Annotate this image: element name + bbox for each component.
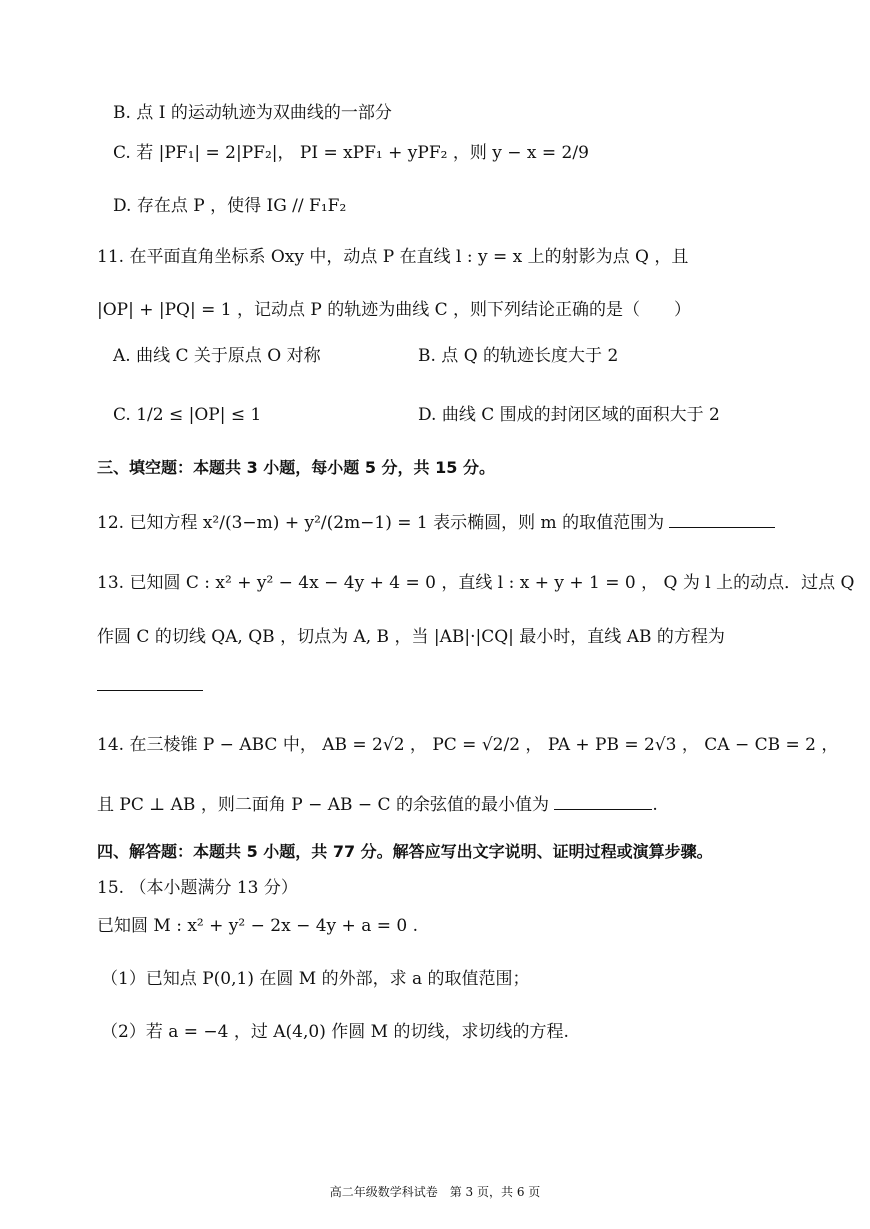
q13-answer-blank[interactable] xyxy=(97,672,203,691)
option-c-prev: C. 若 |PF₁| = 2|PF₂|， PI = xPF₁ + yPF₂ ，则 y − x = 2/9 xyxy=(113,143,589,163)
option-d-prev: D. 存在点 P ，使得 IG // F₁F₂ xyxy=(113,196,347,216)
q15-header: 15. （本小题满分 13 分） xyxy=(97,878,298,898)
q13-line2: 作圆 C 的切线 QA, QB ，切点为 A, B ，当 |AB|·|CQ| 最小时，直线 AB 的方程为 xyxy=(97,627,725,647)
q14-line2 xyxy=(97,791,658,815)
q11-line2: |OP| + |PQ| = 1 ，记动点 P 的轨迹为曲线 C ，则下列结论正确的是（ ） xyxy=(97,300,692,320)
q11-line1: 11. 在平面直角坐标系 Oxy 中，动点 P 在直线 l : y = x 上的射影为点 Q ，且 xyxy=(97,247,689,267)
q14-line1: 14. 在三棱锥 P − ABC 中， AB = 2√2 ， PC = √2/2 ， PA + PB = 2√3 ， CA − CB = 2 ， xyxy=(97,735,839,755)
q11-option-c: C. 1/2 ≤ |OP| ≤ 1 xyxy=(113,405,262,425)
option-b-prev: B. 点 I 的运动轨迹为双曲线的一部分 xyxy=(113,103,392,123)
q12-text: 12. 已知方程 x²/(3−m) + y²/(2m−1) = 1 表示椭圆，则 m 的取值范围为 xyxy=(97,513,665,533)
page-footer: 高二年级数学科试卷 第 3 页，共 6 页 xyxy=(329,1185,541,1199)
section3-heading: 三、填空题：本题共 3 小题，每小题 5 分，共 15 分。 xyxy=(97,458,495,477)
q14-line2-text: 且 PC ⊥ AB ，则二面角 P − AB − C 的余弦值的最小值为 xyxy=(97,795,549,815)
q14-line2-end: . xyxy=(652,795,658,815)
q13-answer-blank-wrap xyxy=(97,672,203,696)
q12-answer-blank[interactable] xyxy=(669,509,775,528)
q15-part2: （2）若 a = −4 ，过 A(4,0) 作圆 M 的切线，求切线的方程. xyxy=(101,1022,569,1042)
q14-answer-blank[interactable] xyxy=(554,791,652,810)
q15-part1: （1）已知点 P(0,1) 在圆 M 的外部，求 a 的取值范围； xyxy=(101,969,530,989)
q11-option-b: B. 点 Q 的轨迹长度大于 2 xyxy=(418,346,619,366)
q15-stem: 已知圆 M : x² + y² − 2x − 4y + a = 0 . xyxy=(97,916,419,936)
q11-option-d: D. 曲线 C 围成的封闭区域的面积大于 2 xyxy=(418,405,720,425)
q13-line1: 13. 已知圆 C : x² + y² − 4x − 4y + 4 = 0 ，直线 l : x + y + 1 = 0 ， Q 为 l 上的动点．过点 Q xyxy=(97,573,855,593)
q11-option-a: A. 曲线 C 关于原点 O 对称 xyxy=(113,346,321,366)
q12 xyxy=(97,509,775,533)
section4-heading: 四、解答题：本题共 5 小题，共 77 分。解答应写出文字说明、证明过程或演算步骤。 xyxy=(97,842,713,861)
